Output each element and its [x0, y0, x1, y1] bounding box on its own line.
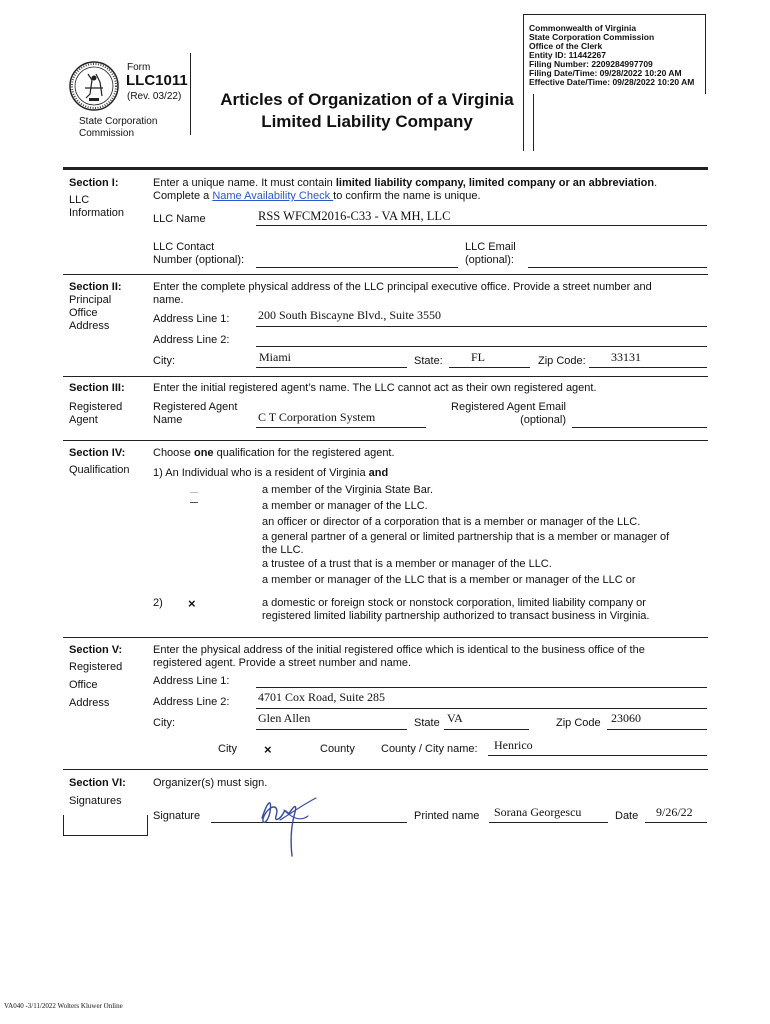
llc-contact-field[interactable] [256, 252, 458, 268]
stamp-border-left [523, 14, 524, 151]
state-seal-icon [68, 60, 120, 112]
name-availability-link[interactable]: Name Availability Check [212, 190, 334, 202]
city-option-label: City [218, 743, 237, 755]
llc-name-label: LLC Name [153, 213, 206, 225]
instr-bold: and [368, 467, 389, 479]
sub-option: the LLC. [262, 544, 304, 556]
section4-title: Section IV: [69, 447, 126, 459]
county-option-label: County [320, 743, 355, 755]
label-line: Name [153, 414, 183, 426]
section-rule [63, 376, 708, 377]
section5-title: Section V: [69, 644, 123, 656]
instr-text: Complete a [153, 190, 213, 202]
header-rule [63, 167, 708, 170]
stamp-border-inner [533, 94, 534, 151]
title-line: Articles of Organization of a Virginia [220, 90, 514, 109]
agent-email-field[interactable] [572, 412, 707, 428]
section-rule [63, 274, 708, 275]
label-line: LLC Contact [153, 241, 215, 253]
instr-text: qualification for the registered agent. [213, 447, 395, 459]
llc-contact-label [153, 241, 244, 267]
handwritten-signature [250, 790, 330, 862]
section5-sub: Registered [69, 661, 123, 673]
office-zip-label: Zip Code [556, 717, 601, 729]
header-divider [190, 53, 191, 135]
section1-instruction [153, 177, 657, 189]
sub-option: a member of the Virginia State Bar. [262, 484, 433, 496]
signature-label: Signature [153, 810, 201, 822]
section-rule [63, 637, 708, 638]
principal-zip-field[interactable] [589, 352, 707, 368]
label-line: Number (optional): [153, 254, 245, 266]
office-state-value: VA [447, 711, 463, 725]
page-title [214, 89, 520, 133]
principal-state-label: State: [414, 355, 443, 367]
sub-option: a member or manager of the LLC. [262, 500, 428, 512]
label-line: Registered Agent Email [451, 401, 566, 413]
option2-text: registered limited liability partnership authorized to transact business in Virginia. [262, 610, 650, 622]
section2-sub: Office [69, 307, 98, 319]
office-addr1-label: Address Line 1: [153, 675, 230, 687]
printed-name-value: Sorana Georgescu [494, 805, 582, 819]
instr-text: Choose [153, 447, 194, 459]
instr-text: 1) An Individual who is a resident of Virginia [153, 467, 369, 479]
instr-text: to confirm the name is unique. [333, 190, 481, 202]
office-addr1-field[interactable] [256, 672, 707, 688]
sub-option-checkbox[interactable] [190, 492, 198, 503]
principal-city-label: City: [153, 355, 175, 367]
instr-bold: limited liability company, limited company or an abbreviation [335, 177, 655, 189]
section2-instruction: name. [153, 294, 184, 306]
county-city-name-value: Henrico [494, 738, 533, 752]
agent-name-label [153, 401, 237, 427]
date-value: 9/26/22 [656, 805, 693, 819]
section1-sub: Information [69, 207, 125, 219]
date-label: Date [615, 810, 639, 822]
agency-line: Commission [79, 128, 135, 139]
stamp-line: Filing Date/Time: 09/28/2022 10:20 AM [529, 68, 682, 78]
agency-line: State Corporation [79, 116, 158, 127]
stamp-line: Effective Date/Time: 09/28/2022 10:20 AM [529, 77, 695, 87]
office-addr2-label: Address Line 2: [153, 696, 230, 708]
principal-state-value: FL [471, 350, 486, 364]
principal-zip-label: Zip Code: [538, 355, 586, 367]
office-city-value: Glen Allen [258, 711, 311, 725]
label-line: LLC Email [465, 241, 516, 253]
section3-sub: Registered [69, 401, 123, 413]
principal-addr1-label: Address Line 1: [153, 313, 230, 325]
sub-option: an officer or director of a corporation that is a member or manager of the LLC. [262, 516, 641, 528]
principal-addr2-field[interactable] [256, 331, 707, 347]
form-revision: (Rev. 03/22) [127, 91, 182, 102]
llc-email-field[interactable] [528, 252, 707, 268]
label-line: (optional) [520, 414, 566, 426]
sub-option: a general partner of a general or limited partnership that is a member or manager of [262, 531, 670, 543]
stamp-line: Office of the Clerk [529, 41, 603, 51]
principal-city-value: Miami [259, 350, 291, 364]
section6-instruction: Organizer(s) must sign. [153, 777, 268, 789]
option2-check-mark[interactable]: × [188, 596, 196, 611]
section5-instruction: registered agent. Provide a street number and name. [153, 657, 412, 669]
printed-name-label: Printed name [414, 810, 480, 822]
principal-addr1-value: 200 South Biscayne Blvd., Suite 3550 [258, 308, 441, 322]
principal-zip-value: 33131 [611, 350, 641, 364]
instr-text: . [654, 177, 658, 189]
stamp-border-right [705, 14, 706, 94]
instr-text: Enter a unique name. It must contain [153, 177, 336, 189]
agent-name-value: C T Corporation System [258, 410, 376, 424]
section1-instruction2 [153, 190, 481, 202]
agency-name [79, 116, 157, 140]
section5-sub: Office [69, 679, 98, 691]
agent-email-label [449, 401, 566, 427]
section-rule [63, 769, 708, 770]
stamp-line: State Corporation Commission [529, 32, 655, 42]
footer-note: VA040 -3/11/2022 Wolters Kluwer Online [4, 1002, 123, 1010]
section2-sub: Principal [69, 294, 112, 306]
section4-instruction [153, 447, 395, 459]
section6-box-right [147, 815, 148, 835]
section6-sub: Signatures [69, 795, 122, 807]
section2-title: Section II: [69, 281, 122, 293]
llc-name-value: RSS WFCM2016-C33 - VA MH, LLC [258, 209, 451, 223]
section3-sub: Agent [69, 414, 98, 426]
county-check-mark[interactable]: × [264, 742, 272, 757]
stamp-line: Commonwealth of Virginia [529, 23, 637, 33]
form-number: LLC1011 [126, 72, 188, 89]
section2-instruction: Enter the complete physical address of the LLC principal executive office. Provide a street number and [153, 281, 652, 293]
option2-number: 2) [153, 597, 163, 609]
section6-box-bottom [63, 835, 148, 836]
section6-box-left [63, 815, 64, 835]
filing-stamp [529, 24, 694, 87]
llc-email-label [465, 241, 516, 267]
section5-instruction: Enter the physical address of the initial registered office which is identical to the business office of the [153, 644, 645, 656]
stamp-line: Entity ID: 11442267 [529, 50, 607, 60]
section5-sub: Address [69, 697, 110, 709]
section2-sub: Address [69, 320, 110, 332]
office-zip-value: 23060 [611, 711, 641, 725]
section6-title: Section VI: [69, 777, 126, 789]
option2-text: a domestic or foreign stock or nonstock corporation, limited liability company or [262, 597, 646, 609]
section-rule [63, 440, 708, 441]
section3-title: Section III: [69, 382, 125, 394]
office-state-label: State [414, 717, 440, 729]
principal-addr2-label: Address Line 2: [153, 334, 230, 346]
form-word: Form [127, 62, 151, 73]
label-line: (optional): [465, 254, 514, 266]
principal-state-field[interactable] [449, 352, 530, 368]
title-line: Limited Liability Company [261, 112, 473, 131]
office-addr2-value: 4701 Cox Road, Suite 285 [258, 690, 386, 704]
sub-option: a member or manager of the LLC that is a member or manager of the LLC or [262, 574, 636, 586]
stamp-line: Filing Number: 2209284997709 [529, 59, 653, 69]
section4-sub: Qualification [69, 464, 130, 476]
office-city-label: City: [153, 717, 175, 729]
county-city-name-label: County / City name: [381, 743, 478, 755]
label-line: Registered Agent [153, 401, 238, 413]
section1-title: Section I: [69, 177, 119, 189]
instr-bold: one [193, 447, 214, 459]
option1-label [153, 467, 388, 479]
section1-sub: LLC [69, 194, 90, 206]
stamp-border-top [523, 14, 705, 15]
sub-option: a trustee of a trust that is a member or manager of the LLC. [262, 558, 552, 570]
section3-instruction: Enter the initial registered agent’s name. The LLC cannot act as their own registered agent. [153, 382, 597, 394]
